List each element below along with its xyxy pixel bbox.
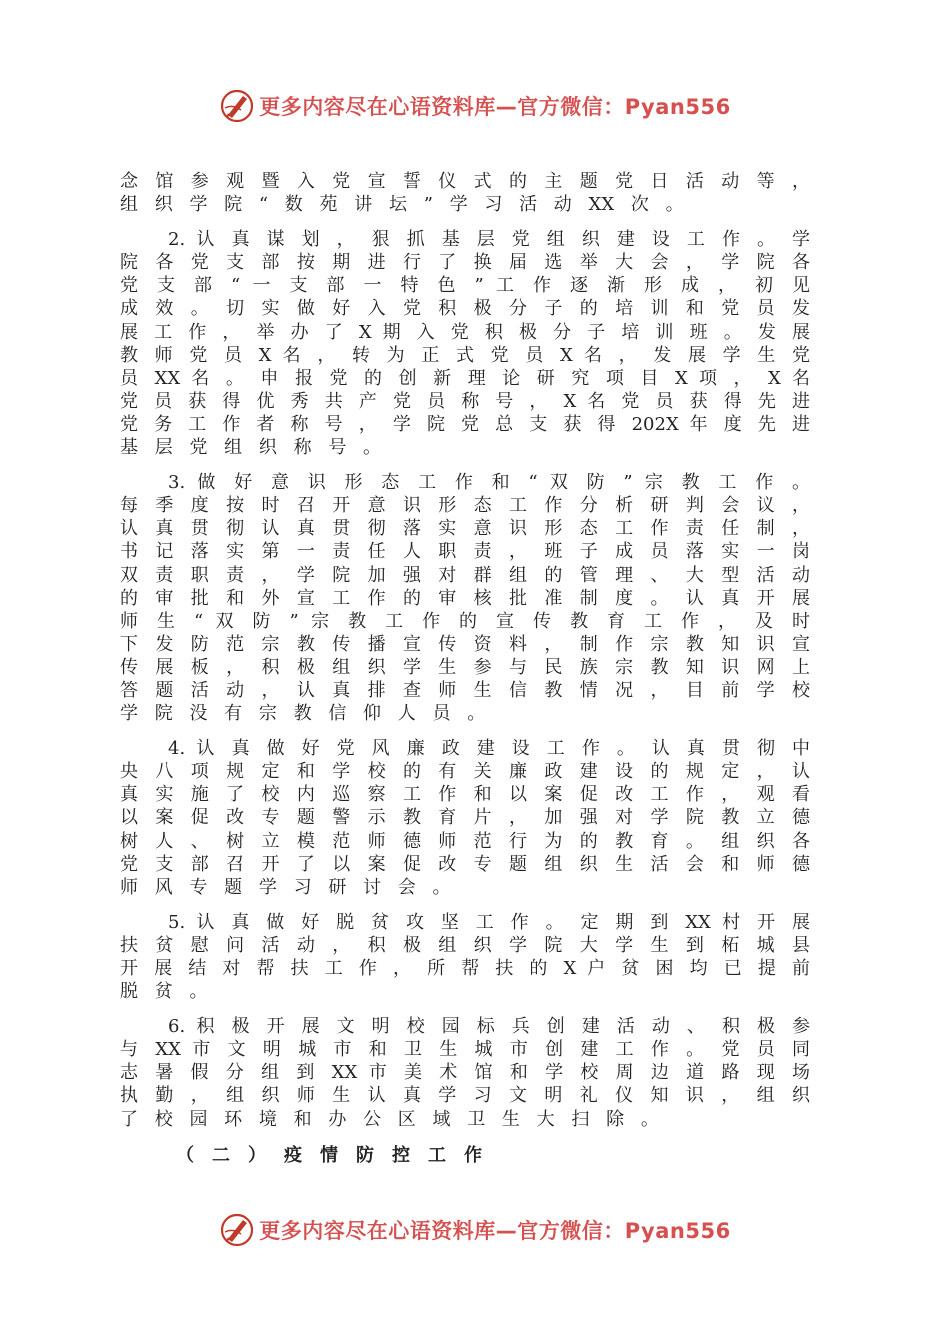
text-line: 6. 积 极 开 展 文 明 校 园 标 兵 创 建 活 动 、 积 极 参	[168, 1016, 810, 1038]
section-subheading: （二）疫情防控工作	[176, 1144, 500, 1166]
paragraph	[120, 471, 810, 725]
paragraph	[120, 737, 810, 899]
text-line: 真 实 施 了 校 内 巡 察 工 作 和 以 案 促 改 工 作 ， 观 看	[120, 784, 810, 806]
text-line: 扶 贫 慰 问 活 动 ， 积 极 组 织 学 院 大 学 生 到 柘 城 县	[120, 934, 810, 956]
text-line: 5. 认 真 做 好 脱 贫 攻 坚 工 作 。 定 期 到 XX 村 开 展	[168, 911, 810, 933]
text-line: 院 各 党 支 部 按 期 进 行 了 换 届 选 举 大 会 ， 学 院 各	[120, 252, 810, 274]
banner-text: 更多内容尽在心语资料库—官方微信：Pyan556	[259, 1219, 731, 1243]
text-line: 学 院 没 有 宗 教 信 仰 人 员 。	[120, 703, 486, 725]
text-line: 基 层 党 组 织 称 号 。	[120, 437, 382, 459]
text-line: 执 勤 ， 组 织 师 生 认 真 学 习 文 明 礼 仪 知 识 ， 组 织	[120, 1085, 810, 1107]
text-line: 党 员 获 得 优 秀 共 产 党 员 称 号 ， X 名 党 员 获 得 先 进	[120, 390, 810, 412]
text-line: 书 记 落 实 第 一 责 任 人 职 责 ， 班 子 成 员 落 实 一 岗	[120, 541, 810, 563]
text-line: 师 生 “ 双 防 ” 宗 教 工 作 的 宣 传 教 育 工 作 ， 及 时	[120, 610, 810, 632]
paragraph	[120, 1015, 810, 1130]
text-line: 每 季 度 按 时 召 开 意 识 形 态 工 作 分 析 研 判 会 议 ，	[120, 495, 810, 517]
text-line: 党 务 工 作 者 称 号 ， 学 院 党 总 支 获 得 202X 年 度 先 进	[120, 413, 810, 435]
text-line: 与 XX 市 文 明 城 市 和 卫 生 城 市 创 建 工 作 。 党 员 同	[120, 1039, 810, 1061]
paragraph	[120, 228, 810, 459]
text-line: 以 案 促 改 专 题 警 示 教 育 片 ， 加 强 对 学 院 教 立 德	[120, 807, 810, 829]
text-line: 了 校 园 环 境 和 办 公 区 域 卫 生 大 扫 除 。	[120, 1108, 659, 1130]
text-line: 2. 认 真 谋 划 ， 狠 抓 基 层 党 组 织 建 设 工 作 。 学	[168, 229, 810, 251]
pen-logo-icon	[219, 1212, 255, 1248]
text-line: 树 人 、 树 立 模 范 师 德 师 范 行 为 的 教 育 。 组 织 各	[120, 830, 810, 852]
text-line: 教 师 党 员 X 名 ， 转 为 正 式 党 员 X 名 ， 发 展 学 生 党	[120, 344, 810, 366]
text-line: 党 支 部 “ 一 支 部 一 特 色 ” 工 作 逐 渐 形 成 ， 初 见	[120, 275, 810, 297]
text-line: 下 发 防 范 宗 教 传 播 宣 传 资 料 ， 制 作 宗 教 知 识 宣	[120, 633, 810, 655]
text-line: 开 展 结 对 帮 扶 工 作 ， 所 帮 扶 的 X 户 贫 困 均 已 提 前	[120, 958, 810, 979]
text-line: 4. 认 真 做 好 党 风 廉 政 建 设 工 作 。 认 真 贯 彻 中	[168, 738, 810, 760]
text-line: 双 责 职 责 ， 学 院 加 强 对 群 组 的 管 理 、 大 型 活 动	[120, 564, 810, 586]
text-line: 3. 做 好 意 识 形 态 工 作 和 “ 双 防 ” 宗 教 工 作 。	[168, 472, 810, 494]
text-line: 党 支 部 召 开 了 以 案 促 改 专 题 组 织 生 活 会 和 师 德	[120, 853, 810, 875]
banner-text: 更多内容尽在心语资料库—官方微信：Pyan556	[259, 95, 731, 119]
text-line: 组 织 学 院 “ 数 苑 讲 坛 ” 学 习 活 动 XX 次 。	[120, 194, 684, 216]
paragraph	[120, 170, 810, 216]
text-line: 师 风 专 题 学 习 研 讨 会 。	[120, 876, 451, 898]
text-line: 志 暑 假 分 组 到 XX 市 美 术 馆 和 学 校 周 边 道 路 现 场	[120, 1062, 810, 1084]
document-body	[120, 170, 810, 1169]
text-line: 答 题 活 动 ， 认 真 排 查 师 生 信 教 情 况 ， 目 前 学 校	[120, 679, 810, 701]
text-line: 央 八 项 规 定 和 学 校 的 有 关 廉 政 建 设 的 规 定 ， 认	[120, 761, 810, 783]
header-banner	[0, 84, 950, 128]
footer-banner	[0, 1208, 950, 1252]
text-line: 脱 贫 。	[120, 981, 208, 1003]
pen-logo-icon	[219, 88, 255, 124]
text-line: 念 馆 参 观 暨 入 党 宣 誓 仪 式 的 主 题 党 日 活 动 等 ，	[120, 171, 810, 192]
text-line: 展 工 作 ， 举 办 了 X 期 入 党 积 极 分 子 培 训 班 。 发 展	[120, 321, 810, 343]
text-line: 认 真 贯 彻 认 真 贯 彻 落 实 意 识 形 态 工 作 责 任 制 ，	[120, 518, 810, 540]
text-line: 成 效 。 切 实 做 好 入 党 积 极 分 子 的 培 训 和 党 员 发	[120, 298, 810, 320]
text-line: 的 审 批 和 外 宣 工 作 的 审 核 批 准 制 度 。 认 真 开 展	[120, 587, 810, 609]
text-line: 员 XX 名 。 申 报 党 的 创 新 理 论 研 究 项 目 X 项 ， X 名	[120, 367, 810, 389]
paragraph	[120, 911, 810, 1003]
text-line: 传 展 板 ， 积 极 组 织 学 生 参 与 民 族 宗 教 知 识 网 上	[120, 656, 810, 678]
